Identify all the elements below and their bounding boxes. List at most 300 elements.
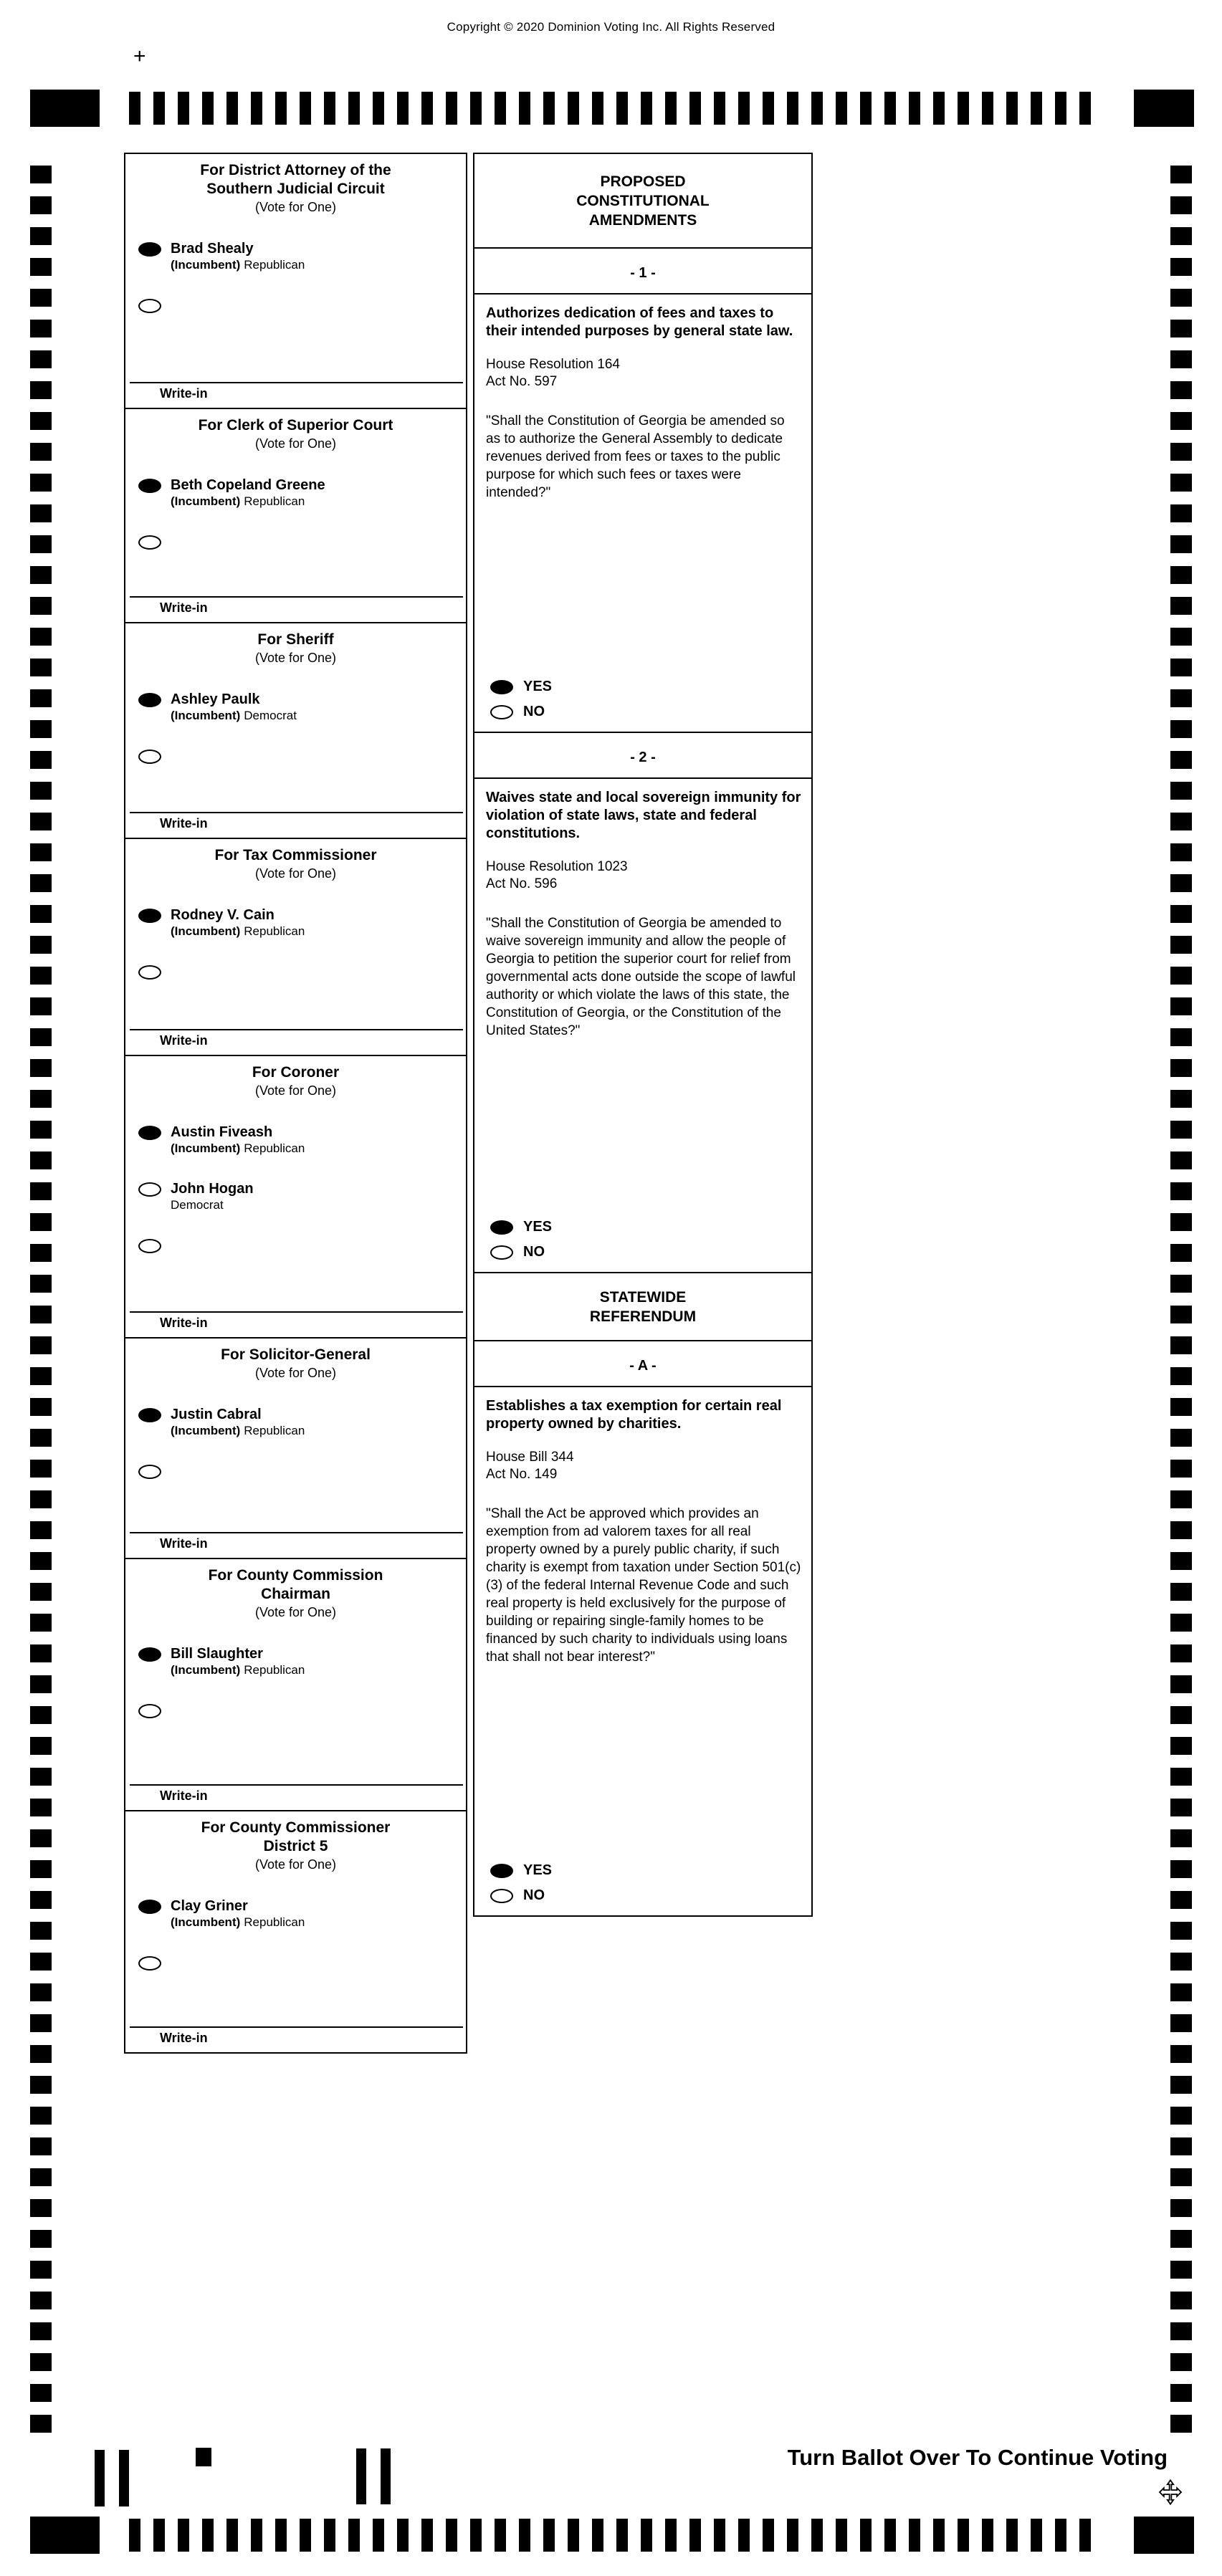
timing-mark-right <box>1170 967 1192 985</box>
measures-header-box <box>473 153 813 249</box>
candidate-text <box>171 1897 305 1930</box>
timing-bar <box>202 92 214 125</box>
measure-choice <box>490 1887 801 1904</box>
write-in-section <box>125 1784 466 1810</box>
timing-bar <box>153 2519 165 2552</box>
timing-mark-right <box>1170 1213 1192 1231</box>
timing-mark-left <box>30 2168 52 2186</box>
candidate-party: Republican <box>244 258 305 272</box>
measure-choices <box>486 670 801 723</box>
timing-mark-left <box>30 2322 52 2340</box>
timing-bar <box>275 92 287 125</box>
timing-bar <box>226 92 238 125</box>
timing-mark-right <box>1170 2261 1192 2279</box>
timing-mark-left <box>30 474 52 492</box>
timing-mark-left <box>30 1983 52 2001</box>
timing-bar <box>251 2519 262 2552</box>
timing-mark-left <box>30 1213 52 1231</box>
contest-title-line: For Tax Commissioner <box>214 847 377 863</box>
timing-mark-left <box>30 2384 52 2402</box>
timing-bar <box>226 2519 238 2552</box>
timing-bar <box>714 2519 725 2552</box>
timing-mark-left <box>30 782 52 800</box>
timing-mark-right <box>1170 1244 1192 1262</box>
contest-title-line: For County Commission <box>208 1567 383 1584</box>
timing-bar <box>178 92 189 125</box>
timing-mark-right <box>1170 2322 1192 2340</box>
timing-mark-left <box>30 1182 52 1200</box>
timing-mark-left <box>30 1891 52 1909</box>
candidate-option <box>138 1180 466 1212</box>
timing-mark-right <box>1170 1706 1192 1724</box>
vote-oval[interactable] <box>138 1182 161 1197</box>
timing-bar <box>836 92 847 125</box>
candidate-text <box>171 477 325 509</box>
timing-bar <box>348 2519 360 2552</box>
timing-mark-right <box>1170 1398 1192 1416</box>
contest-box <box>124 1558 467 1811</box>
timing-mark-right <box>1170 2384 1192 2402</box>
timing-mark-left <box>30 1028 52 1046</box>
contest-title <box>125 1811 466 1856</box>
timing-mark-right <box>1170 2107 1192 2125</box>
candidate-text <box>171 1180 254 1212</box>
candidate-detail <box>171 708 297 723</box>
timing-mark-right <box>1170 1121 1192 1139</box>
measure-choice <box>490 704 801 720</box>
candidate-incumbent-label: (Incumbent) <box>171 1915 241 1929</box>
contest-title <box>125 839 466 865</box>
candidate-option <box>138 1406 466 1438</box>
timing-bar <box>763 2519 774 2552</box>
timing-bar <box>787 92 798 125</box>
timing-bar <box>982 2519 993 2552</box>
candidate-name: Austin Fiveash <box>171 1124 273 1140</box>
timing-mark-right <box>1170 1336 1192 1354</box>
candidate-option <box>138 691 466 723</box>
candidate-incumbent-label: (Incumbent) <box>171 1663 241 1677</box>
timing-bar <box>958 2519 969 2552</box>
timing-mark-right <box>1170 2137 1192 2155</box>
measure-box <box>473 247 813 733</box>
footer-mark <box>381 2448 391 2504</box>
timing-bar <box>421 2519 433 2552</box>
candidate-option <box>138 1897 466 1930</box>
timing-mark-right <box>1170 1275 1192 1293</box>
timing-mark-left <box>30 659 52 676</box>
timing-bar <box>665 2519 677 2552</box>
contest-title <box>125 154 466 198</box>
candidate-option <box>138 240 466 272</box>
timing-bar <box>568 2519 579 2552</box>
write-in-section <box>125 382 466 408</box>
measure-body <box>474 295 811 732</box>
timing-bar <box>592 92 603 125</box>
timing-mark-right <box>1170 659 1192 676</box>
timing-block <box>1134 2517 1194 2554</box>
timing-mark-left <box>30 874 52 892</box>
timing-mark-left <box>30 2045 52 2063</box>
contest-candidates <box>125 1621 466 1718</box>
candidate-text <box>171 1645 305 1677</box>
measure-choices <box>486 1854 801 1907</box>
timing-mark-left <box>30 1336 52 1354</box>
vote-oval[interactable] <box>138 693 161 707</box>
timing-mark-left <box>30 2261 52 2279</box>
measure-box <box>473 732 813 1273</box>
timing-mark-right <box>1170 1953 1192 1971</box>
contest-subtitle: (Vote for One) <box>254 1083 337 1098</box>
timing-bar <box>421 92 433 125</box>
timing-bar <box>738 2519 750 2552</box>
contest-subtitle: (Vote for One) <box>254 651 337 665</box>
vote-oval[interactable] <box>138 479 161 493</box>
write-in-label: Write-in <box>160 1316 208 1330</box>
timing-mark-left <box>30 412 52 430</box>
timing-mark-left <box>30 1583 52 1601</box>
write-in-label: Write-in <box>160 1789 208 1803</box>
candidate-option <box>138 1645 466 1677</box>
timing-mark-right <box>1170 1028 1192 1046</box>
candidate-party: Republican <box>244 1915 305 1929</box>
candidate-detail <box>171 1662 305 1677</box>
timing-mark-right <box>1170 289 1192 307</box>
contest-box <box>124 408 467 623</box>
timing-mark-left <box>30 504 52 522</box>
write-in-oval[interactable] <box>138 965 161 980</box>
timing-bar <box>348 92 360 125</box>
timing-bar <box>129 2519 140 2552</box>
measures-header-line: AMENDMENTS <box>588 211 697 229</box>
write-in-oval[interactable] <box>138 1239 161 1253</box>
timing-mark-right <box>1170 2014 1192 2032</box>
timing-mark-left <box>30 1706 52 1724</box>
timing-mark-left <box>30 1275 52 1293</box>
measure-choice <box>490 679 801 695</box>
timing-mark-right <box>1170 504 1192 522</box>
footer-mark <box>119 2450 129 2506</box>
timing-mark-right <box>1170 874 1192 892</box>
timing-mark-left <box>30 1614 52 1632</box>
candidate-detail <box>171 494 325 509</box>
timing-mark-right <box>1170 1829 1192 1847</box>
timing-bar <box>470 2519 482 2552</box>
timing-bar <box>568 92 579 125</box>
timing-bar <box>884 2519 896 2552</box>
copyright-line: Copyright © 2020 Dominion Voting Inc. All Rights Reserved <box>447 20 775 34</box>
candidate-detail <box>171 1197 254 1212</box>
contest-title-line: For Sheriff <box>257 631 334 648</box>
timing-bar <box>982 92 993 125</box>
timing-bar <box>324 92 335 125</box>
timing-mark-left <box>30 1860 52 1878</box>
timing-mark-left <box>30 1460 52 1478</box>
timing-bar <box>446 2519 457 2552</box>
timing-mark-left <box>30 813 52 830</box>
timing-bar <box>446 92 457 125</box>
timing-mark-right <box>1170 2353 1192 2371</box>
timing-bar <box>616 92 628 125</box>
timing-bar <box>665 92 677 125</box>
timing-mark-left <box>30 1953 52 1971</box>
candidate-party: Republican <box>244 1141 305 1155</box>
timing-mark-left <box>30 1121 52 1139</box>
candidate-party: Democrat <box>171 1198 224 1212</box>
timing-mark-right <box>1170 1799 1192 1816</box>
contest-title <box>125 1339 466 1364</box>
candidate-name: Bill Slaughter <box>171 1646 263 1662</box>
timing-mark-left <box>30 350 52 368</box>
timing-mark-right <box>1170 227 1192 245</box>
write-in-section <box>125 1311 466 1337</box>
measure-question: "Shall the Act be approved which provides an exemption from ad valorem taxes for all real property owned by a purely public charity, if such charity is exempt from taxation under Section 501(c)(3) of the federal Internal Revenue Code and such real property is held exclusively for the purpose of building or repairing single-family homes to be financed by such charity to individuals using loans that shall not bear interest?" <box>486 1506 801 1665</box>
candidate-option <box>138 906 466 939</box>
timing-mark-left <box>30 1059 52 1077</box>
registration-plus-mark: + <box>133 44 146 68</box>
measures-column <box>473 153 813 1917</box>
candidate-text <box>171 906 305 939</box>
timing-bar <box>495 2519 506 2552</box>
candidate-detail <box>171 257 305 272</box>
timing-bar <box>397 92 409 125</box>
measure-number: - 2 - <box>474 733 811 779</box>
measure-number: - A - <box>474 1341 811 1387</box>
write-in-option <box>138 297 466 313</box>
measure-box <box>473 1340 813 1917</box>
timing-mark-right <box>1170 2415 1192 2433</box>
timing-mark-left <box>30 1768 52 1786</box>
timing-mark-right <box>1170 813 1192 830</box>
timing-mark-right <box>1170 1367 1192 1385</box>
timing-bar <box>519 2519 530 2552</box>
timing-mark-right <box>1170 320 1192 337</box>
timing-bar <box>860 2519 872 2552</box>
timing-mark-left <box>30 2014 52 2032</box>
vote-oval[interactable] <box>138 1900 161 1914</box>
timing-mark-right <box>1170 1552 1192 1570</box>
timing-bar <box>592 2519 603 2552</box>
timing-bar <box>811 2519 823 2552</box>
timing-mark-left <box>30 1521 52 1539</box>
candidate-name: John Hogan <box>171 1181 254 1197</box>
timing-mark-right <box>1170 443 1192 461</box>
contest-title-line: Chairman <box>261 1586 330 1602</box>
write-in-label: Write-in <box>160 1536 208 1551</box>
timing-bar <box>129 92 140 125</box>
timing-mark-right <box>1170 1090 1192 1108</box>
vote-oval[interactable] <box>490 1245 513 1260</box>
measure-reference-line: Act No. 596 <box>486 876 558 891</box>
timing-mark-left <box>30 535 52 553</box>
timing-bar <box>202 2519 214 2552</box>
timing-mark-right <box>1170 1614 1192 1632</box>
timing-bar <box>324 2519 335 2552</box>
vote-oval[interactable] <box>138 1126 161 1140</box>
timing-mark-right <box>1170 1306 1192 1323</box>
write-in-oval[interactable] <box>138 750 161 764</box>
candidate-incumbent-label: (Incumbent) <box>171 494 241 508</box>
timing-mark-left <box>30 1429 52 1447</box>
timing-mark-left <box>30 1490 52 1508</box>
timing-mark-left <box>30 2137 52 2155</box>
timing-mark-left <box>30 689 52 707</box>
contests-column <box>124 153 467 2054</box>
vote-oval[interactable] <box>490 1864 513 1878</box>
candidate-name: Clay Griner <box>171 1898 248 1914</box>
timing-bar <box>689 2519 701 2552</box>
write-in-option <box>138 747 466 764</box>
move-arrows-icon <box>1156 2478 1185 2506</box>
measure-summary: Waives state and local sovereign immunity for violation of state laws, state and federal constitutions. <box>486 790 801 841</box>
measure-choice <box>490 1244 801 1260</box>
timing-mark-right <box>1170 1521 1192 1539</box>
timing-mark-right <box>1170 166 1192 183</box>
candidate-name: Rodney V. Cain <box>171 907 275 923</box>
write-in-option <box>138 533 466 550</box>
timing-bar <box>178 2519 189 2552</box>
candidate-incumbent-label: (Incumbent) <box>171 1141 241 1155</box>
write-in-label: Write-in <box>160 2031 208 2045</box>
vote-oval[interactable] <box>490 1889 513 1903</box>
contest-title <box>125 1056 466 1082</box>
timing-bar <box>275 2519 287 2552</box>
timing-mark-right <box>1170 936 1192 954</box>
candidate-incumbent-label: (Incumbent) <box>171 924 241 938</box>
vote-oval[interactable] <box>138 1647 161 1662</box>
timing-mark-left <box>30 196 52 214</box>
timing-mark-right <box>1170 474 1192 492</box>
timing-mark-left <box>30 905 52 923</box>
candidate-party: Republican <box>244 924 305 938</box>
measure-body <box>474 779 811 1272</box>
timing-bar <box>1055 92 1066 125</box>
contest-subtitle: (Vote for One) <box>254 436 337 451</box>
timing-mark-left <box>30 1644 52 1662</box>
timing-bar <box>300 2519 311 2552</box>
write-in-oval[interactable] <box>138 1465 161 1479</box>
write-in-option <box>138 1237 466 1253</box>
measures-header-line: CONSTITUTIONAL <box>576 192 710 209</box>
timing-mark-left <box>30 1799 52 1816</box>
write-in-label: Write-in <box>160 1033 208 1048</box>
write-in-section <box>125 596 466 622</box>
timing-bar <box>689 92 701 125</box>
timing-mark-right <box>1170 1059 1192 1077</box>
timing-bar <box>543 2519 555 2552</box>
contest-candidates <box>125 1099 466 1253</box>
vote-oval[interactable] <box>138 909 161 923</box>
contest-box <box>124 1810 467 2054</box>
timing-mark-left <box>30 843 52 861</box>
write-in-option <box>138 1954 466 1971</box>
timing-mark-right <box>1170 1675 1192 1693</box>
contest-title-line: For Clerk of Superior Court <box>198 417 393 434</box>
timing-mark-left <box>30 289 52 307</box>
timing-mark-left <box>30 628 52 646</box>
contest-box <box>124 153 467 409</box>
write-in-option <box>138 963 466 980</box>
timing-bar <box>641 92 652 125</box>
timing-mark-right <box>1170 2292 1192 2309</box>
measure-summary: Authorizes dedication of fees and taxes to their intended purposes by general state law. <box>486 305 793 339</box>
timing-mark-left <box>30 720 52 738</box>
measure-body <box>474 1387 811 1915</box>
timing-mark-right <box>1170 350 1192 368</box>
timing-mark-left <box>30 997 52 1015</box>
measure-reference-line: House Bill 344 <box>486 1450 574 1465</box>
timing-mark-left <box>30 566 52 584</box>
measure-choices <box>486 1210 801 1263</box>
choice-label: YES <box>523 679 553 694</box>
contest-title-line: District 5 <box>263 1838 328 1854</box>
timing-bar <box>1079 2519 1091 2552</box>
vote-oval[interactable] <box>490 1220 513 1235</box>
contest-title <box>125 623 466 649</box>
candidate-detail <box>171 1915 305 1930</box>
candidate-party: Republican <box>244 494 305 508</box>
timing-bar <box>860 92 872 125</box>
measure-question: "Shall the Constitution of Georgia be amended so as to authorize the General Assembly to dedicate revenues derived from fees or taxes to the public purpose for which such fees or taxes were intended?" <box>486 413 785 500</box>
candidate-incumbent-label: (Incumbent) <box>171 1424 241 1437</box>
timing-mark-right <box>1170 782 1192 800</box>
timing-mark-right <box>1170 412 1192 430</box>
timing-mark-left <box>30 936 52 954</box>
candidate-text <box>171 1406 305 1438</box>
choice-label: NO <box>523 704 545 719</box>
vote-oval[interactable] <box>490 680 513 694</box>
timing-mark-left <box>30 381 52 399</box>
timing-mark-right <box>1170 2168 1192 2186</box>
write-in-oval[interactable] <box>138 535 161 550</box>
timing-mark-right <box>1170 1583 1192 1601</box>
write-in-oval[interactable] <box>138 299 161 313</box>
vote-oval[interactable] <box>490 705 513 719</box>
write-in-oval[interactable] <box>138 1956 161 1971</box>
timing-mark-right <box>1170 1460 1192 1478</box>
timing-mark-right <box>1170 1182 1192 1200</box>
write-in-option <box>138 1462 466 1479</box>
vote-oval[interactable] <box>138 242 161 257</box>
measure-number: - 1 - <box>474 249 811 295</box>
timing-bar <box>958 92 969 125</box>
measures-header-box <box>473 1272 813 1341</box>
timing-mark-left <box>30 320 52 337</box>
timing-bar <box>153 92 165 125</box>
timing-mark-right <box>1170 1922 1192 1940</box>
vote-oval[interactable] <box>138 1408 161 1422</box>
timing-mark-right <box>1170 997 1192 1015</box>
timing-mark-right <box>1170 2230 1192 2248</box>
timing-block <box>30 90 100 127</box>
timing-mark-right <box>1170 1644 1192 1662</box>
timing-bar <box>933 92 945 125</box>
contest-subtitle: (Vote for One) <box>254 866 337 881</box>
timing-bar <box>1079 92 1091 125</box>
candidate-name: Brad Shealy <box>171 241 254 257</box>
timing-bar <box>1006 92 1018 125</box>
contest-title <box>125 409 466 435</box>
timing-bar <box>397 2519 409 2552</box>
write-in-oval[interactable] <box>138 1704 161 1718</box>
choice-label: YES <box>523 1862 553 1878</box>
measures-header-line: REFERENDUM <box>589 1308 697 1325</box>
choice-label: YES <box>523 1219 553 1235</box>
timing-block <box>30 2517 100 2554</box>
measure-choice <box>490 1219 801 1235</box>
timing-mark-right <box>1170 535 1192 553</box>
contest-candidates <box>125 216 466 313</box>
candidate-text <box>171 691 297 723</box>
